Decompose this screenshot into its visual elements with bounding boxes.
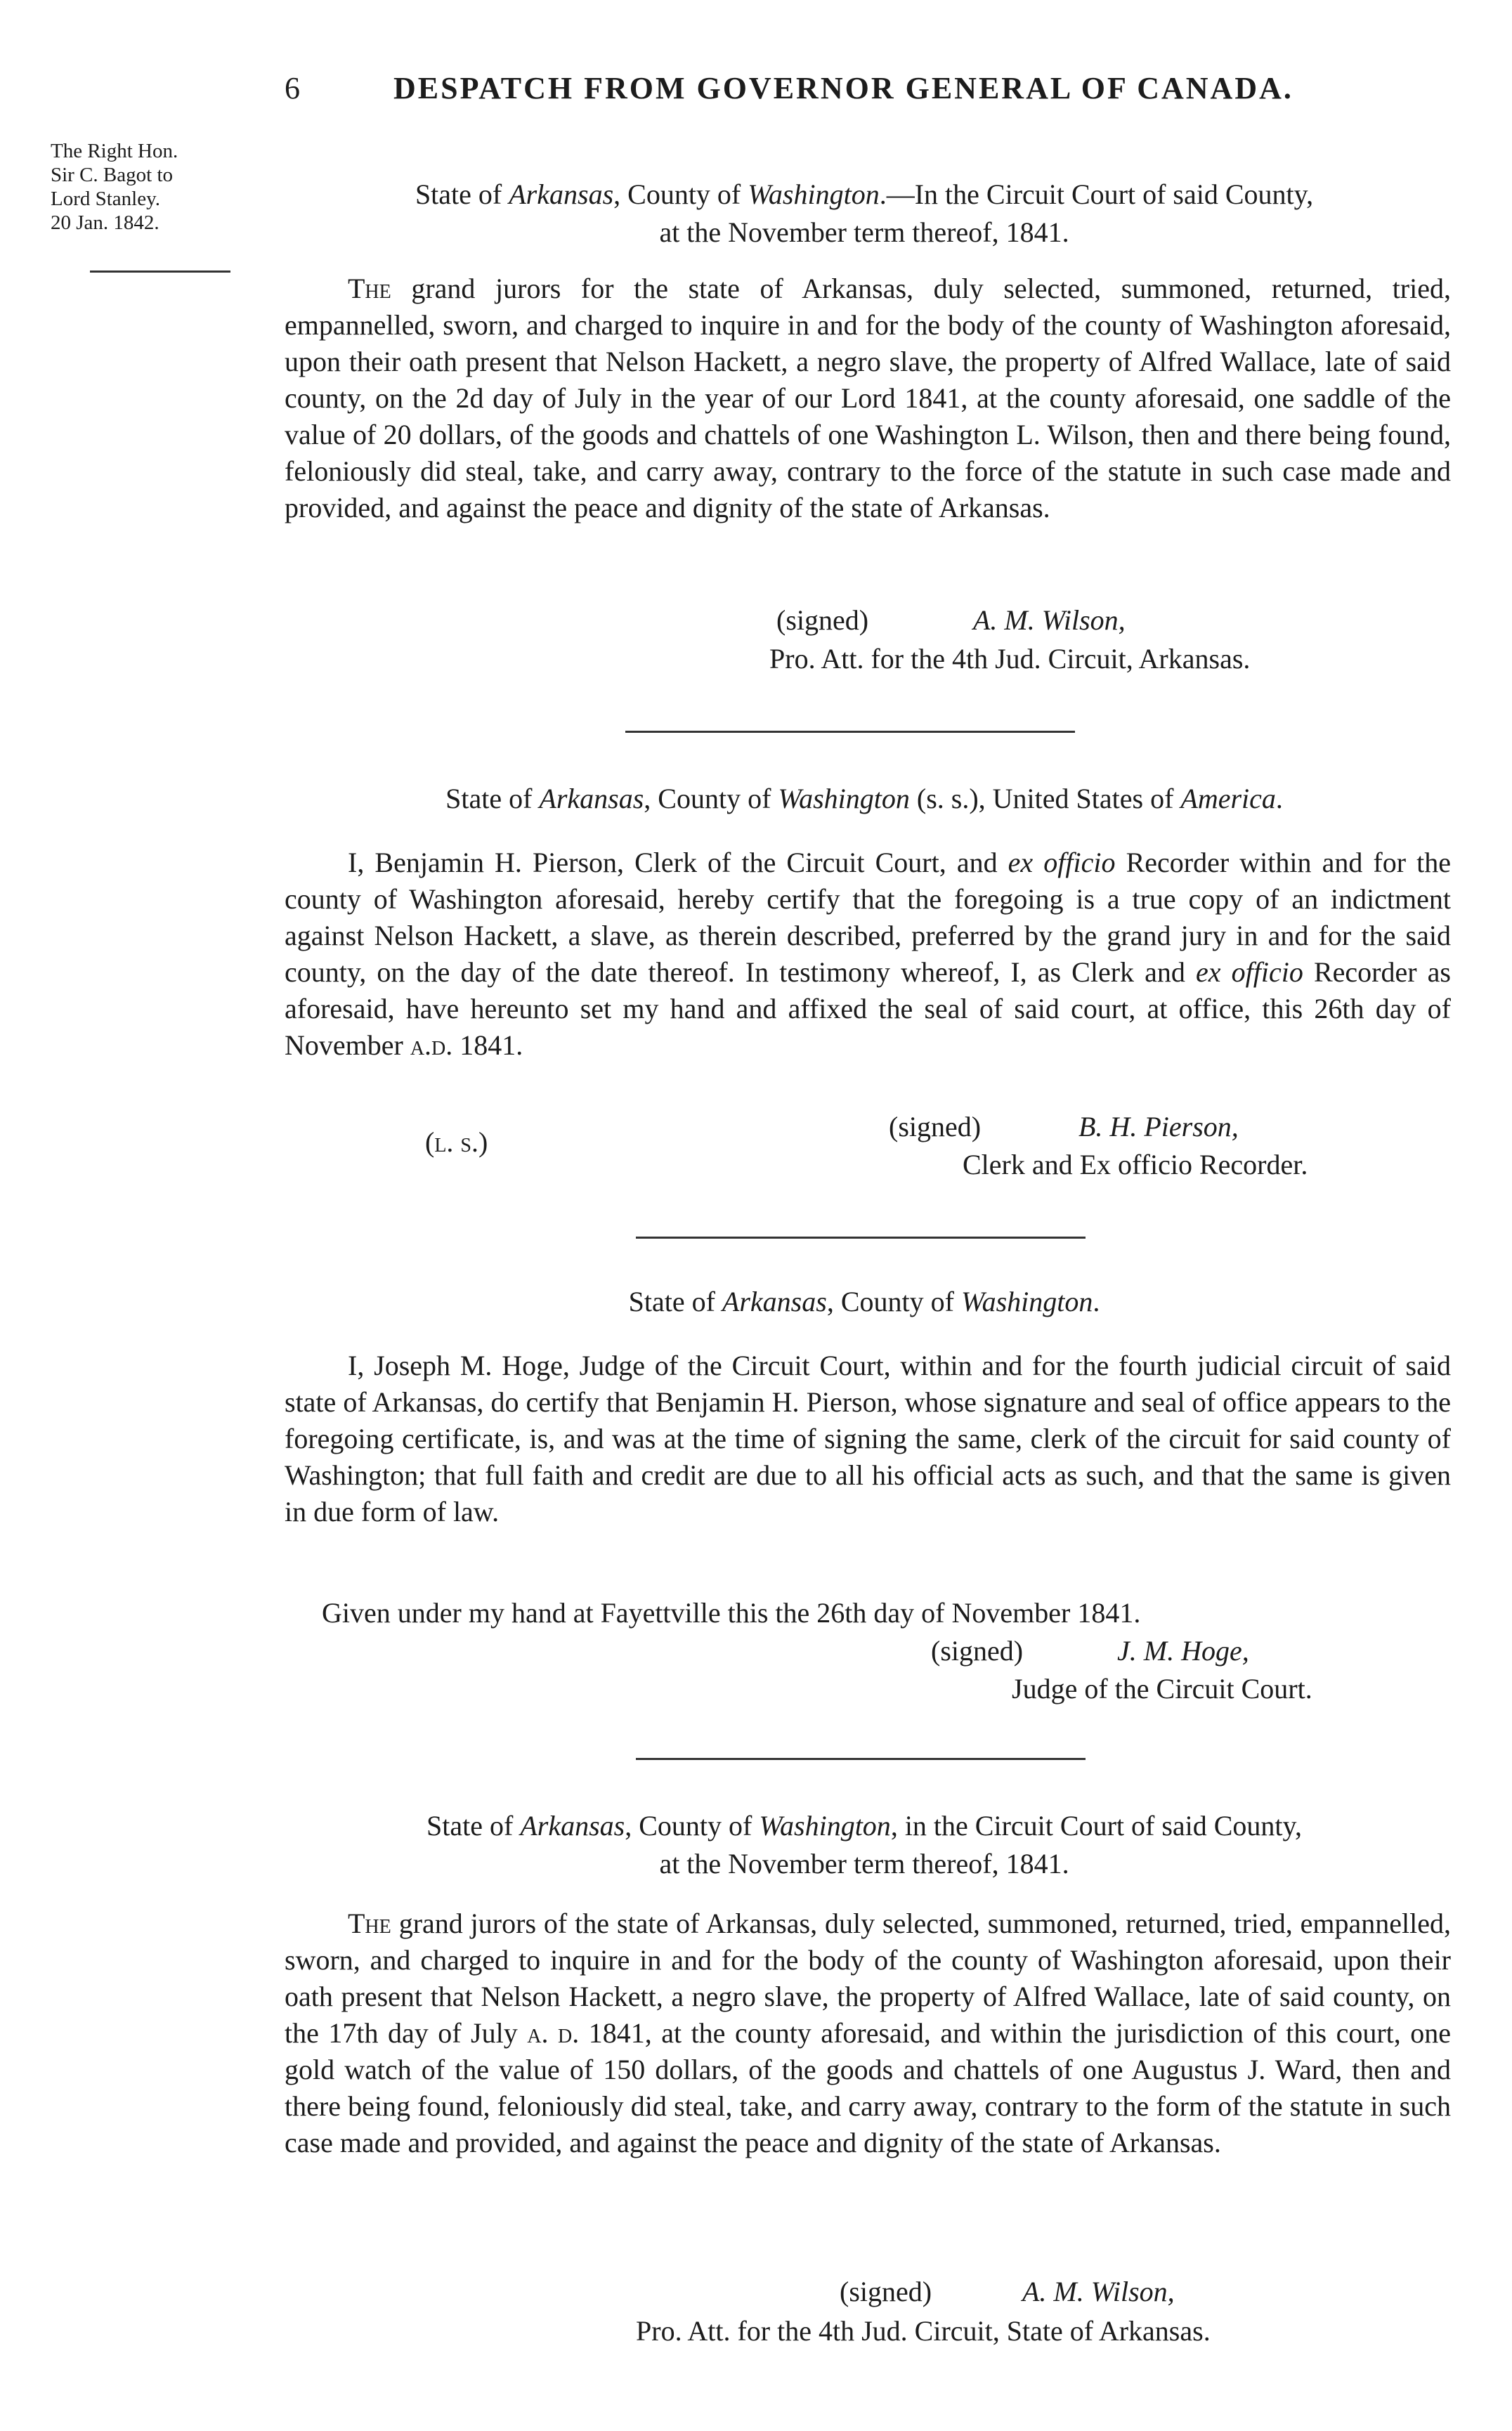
doc3-signed: (signed) <box>931 1635 1024 1667</box>
doc4-body: The grand jurors of the state of Arkansas, duly selected, summoned, returned, tried, empannelled, sworn, and charged to inquire in and for the body of the county of Washington aforesaid, upon their oath present that Nelson Hackett, a negro slave, the property of Alfred Wallace, late of said county, on the 17th day of July a. d. 1841, at the county aforesaid, and within the jurisdiction of this court, one gold watch of the value of 150 dollars, of the goods and chattels of one Augustus J. Ward, then and there being found, feloniously did steal, take, and carry away, contrary to the form of the statute in such case made and provided, and against the peace and dignity of the state of Arkansas. <box>285 1908 1452 2158</box>
margin-note <box>51 139 240 235</box>
doc2-caption: State of Arkansas, County of Washington (s. s.), United States of America. <box>445 783 1283 814</box>
doc2-signed: (signed) <box>889 1111 982 1142</box>
margin-note-line: Sir C. Bagot to <box>51 164 174 186</box>
doc1-signed: (signed) <box>776 604 869 636</box>
doc1-caption: State of Arkansas, County of Washington.—In the Circuit Court of said County, <box>415 178 1314 210</box>
doc4-signed: (signed) <box>840 2276 932 2307</box>
doc1-signer-title: Pro. Att. for the 4th Jud. Circuit, Arkansas. <box>769 643 1251 674</box>
doc4-signer: A. M. Wilson, <box>1022 2276 1175 2307</box>
running-title: DESPATCH FROM GOVERNOR GENERAL OF CANADA. <box>393 71 1293 105</box>
doc3-body: I, Joseph M. Hoge, Judge of the Circuit Court, within and for the fourth judicial circuit of said state of Arkansas, do certify that Benjamin H. Pierson, whose signature and seal of office appears to the foregoing certificate, is, and was at the time of signing the same, clerk of the circuit for said county of Washington; that full faith and credit are due to all his official acts as such, and that the same is given in due form of law. <box>285 1350 1451 1527</box>
margin-note-line: The Right Hon. <box>51 140 178 162</box>
doc1-signer: A. M. Wilson, <box>973 604 1126 636</box>
margin-note-line: 20 Jan. 1842. <box>51 211 159 234</box>
doc4-caption-line2: at the November term thereof, 1841. <box>659 1848 1069 1879</box>
doc3-signer: J. M. Hoge, <box>1117 1635 1249 1667</box>
doc3-given: Given under my hand at Fayettville this the 26th day of November 1841. <box>322 1597 1141 1629</box>
doc2-signer-title: Clerk and Ex officio Recorder. <box>963 1149 1308 1180</box>
section-divider <box>636 1758 1086 1760</box>
doc1-caption-line2: at the November term thereof, 1841. <box>659 216 1069 248</box>
margin-note-line: Lord Stanley. <box>51 188 160 210</box>
doc2-signer: B. H. Pierson, <box>1078 1111 1239 1142</box>
doc2-seal: (l. s.) <box>425 1126 488 1158</box>
section-divider <box>625 731 1075 733</box>
doc1-body: The grand jurors for the state of Arkansas, duly selected, summoned, returned, tried, empannelled, sworn, and charged to inquire in and for the body of the county of Washington aforesaid, upon their oath present that Nelson Hackett, a negro slave, the property of Alfred Wallace, late of said county, on the 2d day of July in the year of our Lord 1841, at the county aforesaid, one saddle of the value of 20 dollars, of the goods and chattels of one Washington L. Wilson, then and there being found, feloniously did steal, take, and carry away, contrary to the force of the statute in such case made and provided, and against the peace and dignity of the state of Arkansas. <box>285 273 1451 523</box>
margin-rule <box>90 271 230 273</box>
doc3-caption: State of Arkansas, County of Washington. <box>628 1286 1100 1317</box>
page-number: 6 <box>285 71 300 105</box>
doc3-signer-title: Judge of the Circuit Court. <box>1012 1673 1312 1705</box>
running-header <box>0 70 1512 112</box>
doc2-body: I, Benjamin H. Pierson, Clerk of the Circuit Court, and ex officio Recorder within and for the county of Washington aforesaid, hereby certify that the foregoing is a true copy of an indictment against Nelson Hackett, a slave, as therein described, preferred by the grand jury in and for the said county, on the day of the date thereof. In testimony whereof, I, as Clerk and ex officio Recorder as aforesaid, have hereunto set my hand and affixed the seal of said court, at office, this 26th day of November a.d. 1841. <box>285 847 1452 1061</box>
doc4-caption: State of Arkansas, County of Washington, in the Circuit Court of said County, <box>426 1810 1302 1842</box>
section-divider <box>636 1237 1086 1239</box>
doc4-signer-title: Pro. Att. for the 4th Jud. Circuit, State of Arkansas. <box>636 2315 1211 2347</box>
